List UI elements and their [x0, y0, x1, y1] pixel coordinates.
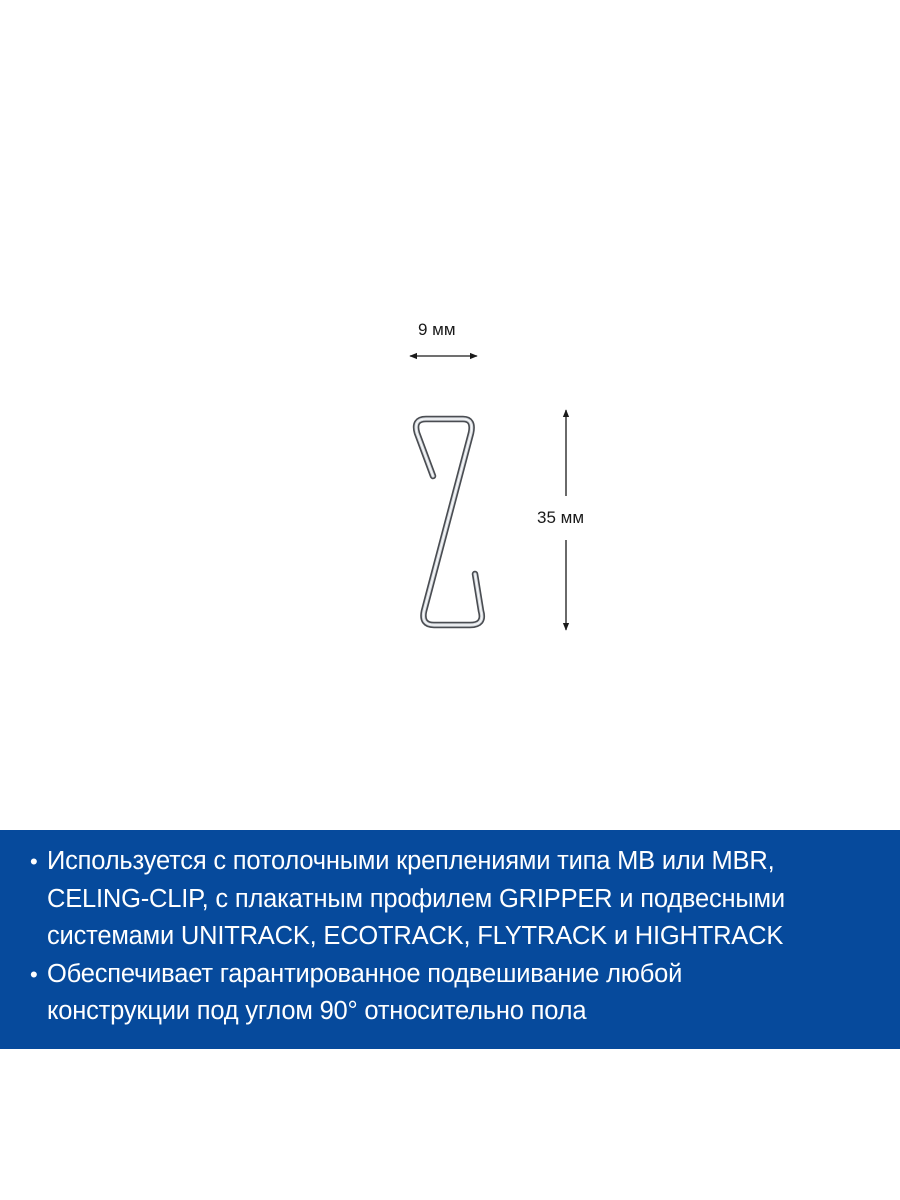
feature-item-compatibility	[30, 843, 880, 956]
feature-line: системами UNITRACK, ECOTRACK, FLYTRACK и HIGHTRACK	[47, 922, 784, 950]
feature-line: Обеспечивает гарантированное подвешивание любой	[47, 959, 683, 988]
feature-text	[47, 956, 880, 1031]
feature-text	[47, 843, 880, 956]
feature-line: конструкции под углом 90° относительно пола	[47, 997, 587, 1025]
features-banner	[0, 830, 900, 1049]
bullet-icon: •	[30, 849, 38, 874]
bullet-icon: •	[30, 961, 38, 987]
feature-item-angle	[30, 956, 880, 1031]
height-dimension-label: 35 мм	[537, 508, 585, 527]
width-dimension-label: 9 мм	[418, 320, 456, 339]
s-hook-icon	[416, 419, 482, 625]
feature-line: CELING-CLIP, с плакатным профилем GRIPPER и подвесными	[47, 884, 785, 913]
feature-line: Используется с потолочными креплениями типа MB или MBR,	[47, 847, 775, 875]
